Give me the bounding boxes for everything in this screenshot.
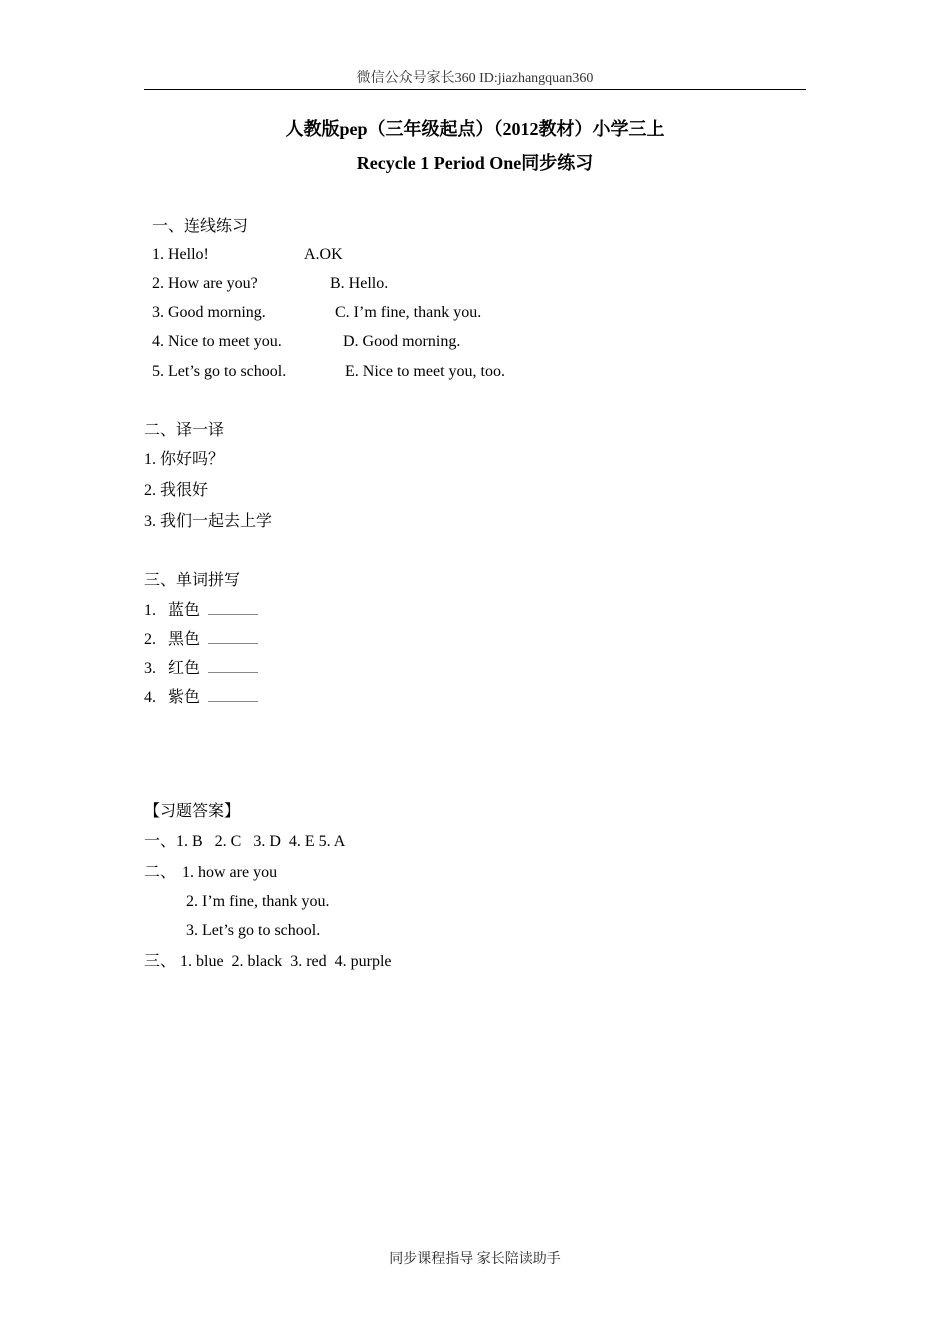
translate-item-2: 2. 我很好 [144, 482, 209, 499]
translate-item-3: 3. 我们一起去上学 [144, 513, 273, 530]
spelling-item-2 [144, 629, 258, 650]
match-right-d: D. Good morning. [343, 333, 461, 350]
match-right-b: B. Hello. [330, 275, 389, 292]
answer-blank [208, 658, 258, 673]
page-title: 人教版pep（三年级起点）（2012教材）小学三上 [285, 119, 665, 139]
spelling-item-3 [144, 658, 258, 679]
answer-section1: 一、1. B 2. C 3. D 4. E 5. A [144, 833, 346, 850]
answer-section2-item-2: 2. I’m fine, thank you. [186, 893, 330, 910]
match-right-a: A.OK [304, 246, 343, 263]
spelling-word: 黑色 [168, 631, 201, 648]
match-left-4: 4. Nice to meet you. [152, 333, 282, 350]
spelling-item-4 [144, 687, 258, 708]
section2-heading: 二、译一译 [144, 422, 225, 439]
match-right-c: C. I’m fine, thank you. [335, 304, 482, 321]
answer-blank [208, 687, 258, 702]
page-footer: 同步课程指导 家长陪读助手 [389, 1252, 561, 1267]
section3-heading: 三、单词拼写 [144, 572, 241, 589]
spelling-num: 3. [144, 660, 156, 677]
answer-blank [208, 600, 258, 615]
answer-section2-item-3: 3. Let’s go to school. [186, 922, 321, 939]
match-right-e: E. Nice to meet you, too. [345, 363, 505, 380]
page-header [144, 70, 806, 90]
answer-section3: 三、 1. blue 2. black 3. red 4. purple [144, 953, 392, 970]
header-text: 微信公众号家长360 ID:jiazhangquan360 [356, 71, 594, 86]
match-left-2: 2. How are you? [152, 275, 258, 292]
match-left-3: 3. Good morning. [152, 304, 266, 321]
spelling-word: 蓝色 [168, 602, 201, 619]
translate-item-1: 1. 你好吗？ [144, 451, 225, 468]
match-left-1: 1. Hello! [152, 246, 209, 263]
spelling-num: 1. [144, 602, 156, 619]
spelling-num: 2. [144, 631, 156, 648]
spelling-item-1 [144, 600, 258, 621]
spelling-word: 紫色 [168, 689, 201, 706]
page-subtitle: Recycle 1 Period One同步练习 [356, 153, 594, 173]
section1-heading: 一、连线练习 [152, 218, 249, 235]
spelling-num: 4. [144, 689, 156, 706]
answers-heading: 【习题答案】 [144, 803, 241, 820]
answer-section2-prefix: 二、 [144, 864, 177, 881]
answer-section2-item-1: 1. how are you [182, 864, 278, 881]
spelling-word: 红色 [168, 660, 201, 677]
answer-blank [208, 629, 258, 644]
match-left-5: 5. Let’s go to school. [152, 363, 287, 380]
